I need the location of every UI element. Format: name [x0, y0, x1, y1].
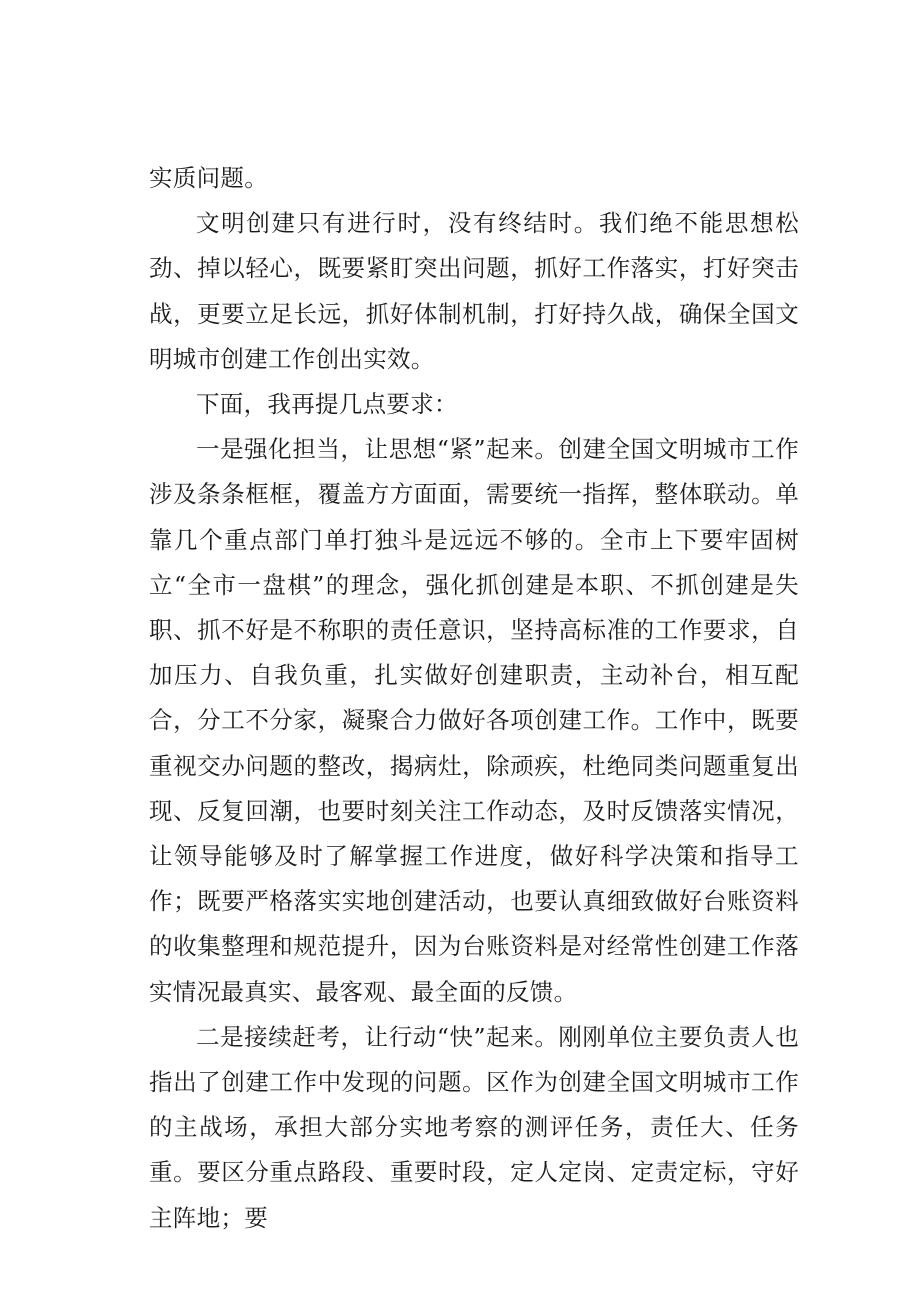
paragraph-3: 下面，我再提几点要求：	[196, 390, 458, 419]
paragraph-5: 二是接续赶考，让行动“快”起来。刚刚单位主要负责人也指出了创建工作中发现的问题。区作为创建全国文明城市工作的主战场，承担大部分实地考察的测评任务，责任大、任务重。要区分重点路段、重要时段，定人定岗、定责定标，守好主阵地；要	[149, 1022, 799, 1232]
document-body	[149, 156, 799, 1241]
paragraph-1: 实质问题。	[149, 164, 268, 192]
paragraph-4: 一是强化担当，让思想“紧”起来。创建全国文明城市工作涉及条条框框，覆盖方方面面，需要统一指挥，整体联动。单靠几个重点部门单打独斗是远远不够的。全市上下要牢固树立“全市一盘棋”的理念，强化抓创建是本职、不抓创建是失职、抓不好是不称职的责任意识，坚持高标准的工作要求，自加压力、自我负重，扎实做好创建职责，主动补台，相互配合，分工不分家，凝聚合力做好各项创建工作。工作中，既要重视交办问题的整改，揭病灶，除顽疾，杜绝同类问题重复出现、反复回潮，也要时刻关注工作动态，及时反馈落实情况，让领导能够及时了解掌握工作进度，做好科学决策和指导工作；既要严格落实实地创建活动，也要认真细致做好台账资料的收集整理和规范提升，因为台账资料是对经常性创建工作落实情况最真实、最客观、最全面的反馈。	[149, 435, 799, 1006]
paragraph-2: 文明创建只有进行时，没有终结时。我们绝不能思想松劲、掉以轻心，既要紧盯突出问题，抓好工作落实，打好突击战，更要立足长远，抓好体制机制，打好持久战，确保全国文明城市创建工作创出实效。	[149, 209, 799, 373]
